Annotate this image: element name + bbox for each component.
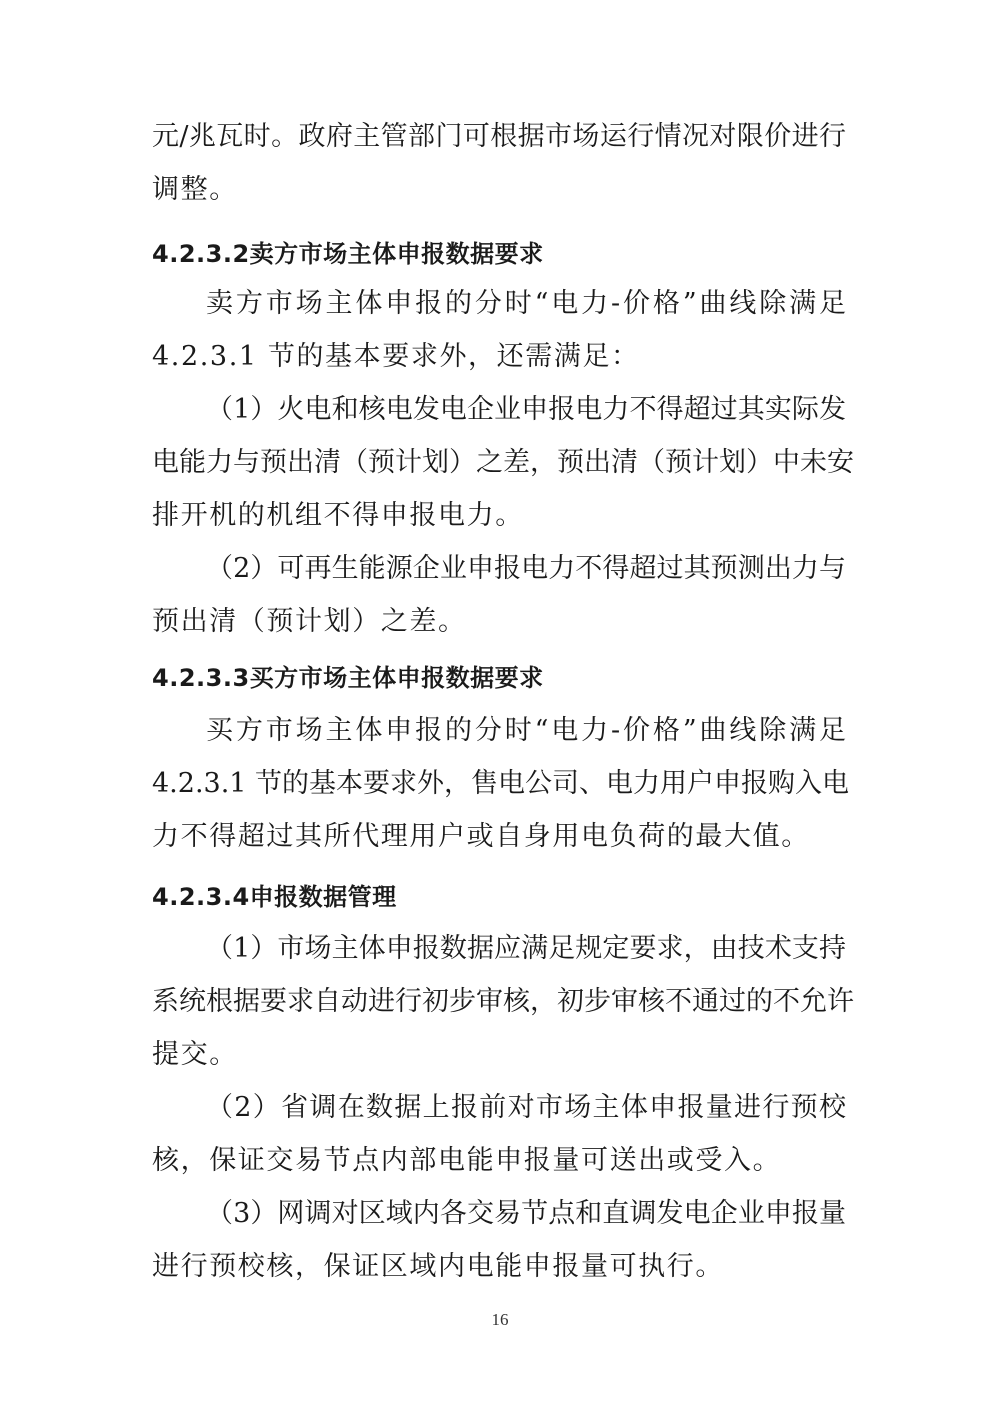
list-item-line: 电能力与预出清（预计划）之差，预出清（预计划）中未安 [152,447,854,478]
paragraph-line: 买方市场主体申报的分时“电力-价格”曲线除满足 [206,715,846,746]
page-number: 16 [491,1310,509,1329]
list-item-line: 提交。 [152,1039,238,1070]
list-item-line: （2）可再生能源企业申报电力不得超过其预测出力与 [206,553,846,584]
paragraph-line: 卖方市场主体申报的分时“电力-价格”曲线除满足 [206,288,846,319]
list-item-line: 系统根据要求自动进行初步审核，初步审核不通过的不允许 [152,986,854,1017]
section-heading-4233: 4.2.3.3买方市场主体申报数据要求 [152,664,544,692]
section-heading-4232: 4.2.3.2卖方市场主体申报数据要求 [152,240,544,268]
list-item-line: （1）市场主体申报数据应满足规定要求，由技术支持 [206,933,846,964]
list-item-line: （1）火电和核电发电企业申报电力不得超过其实际发 [206,394,846,425]
list-item-line: 核，保证交易节点内部电能申报量可送出或受入。 [152,1145,782,1176]
list-item-line: 排开机的机组不得申报电力。 [152,500,524,531]
list-item-line: 预出清（预计划）之差。 [152,606,467,637]
list-item-line: （2）省调在数据上报前对市场主体申报量进行预校 [206,1092,846,1123]
paragraph-line: 元/兆瓦时。政府主管部门可根据市场运行情况对限价进行 [152,121,846,152]
paragraph-line: 4.2.3.1 节的基本要求外，还需满足： [152,341,640,372]
paragraph-line: 调整。 [152,174,238,205]
paragraph-line: 力不得超过其所代理用户或自身用电负荷的最大值。 [152,821,810,852]
paragraph-line: 4.2.3.1 节的基本要求外，售电公司、电力用户申报购入电 [152,768,850,799]
list-item-line: （3）网调对区域内各交易节点和直调发电企业申报量 [206,1198,846,1229]
section-heading-4234: 4.2.3.4申报数据管理 [152,883,397,911]
list-item-line: 进行预校核，保证区域内电能申报量可执行。 [152,1251,724,1282]
